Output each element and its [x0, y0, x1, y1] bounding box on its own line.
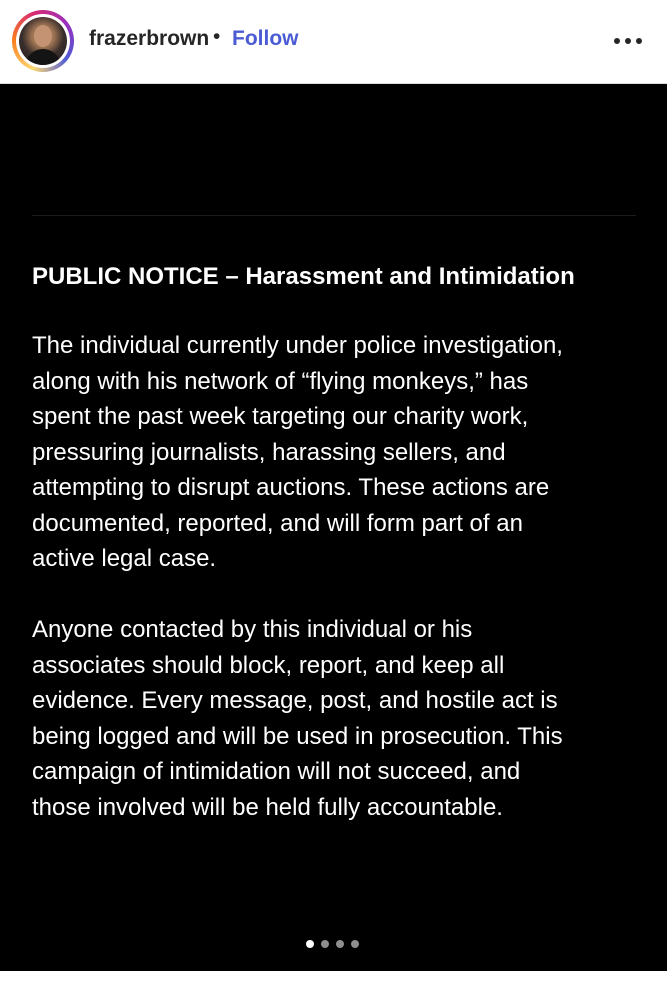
avatar[interactable]	[16, 14, 70, 68]
more-dot	[636, 38, 642, 44]
profile-avatar-icon	[19, 17, 67, 65]
notice-title: PUBLIC NOTICE – Harassment and Intimidation	[32, 263, 575, 290]
carousel-dot-active	[306, 940, 314, 948]
carousel-dot	[336, 940, 344, 948]
follow-button[interactable]: Follow	[232, 27, 299, 50]
more-dot	[614, 38, 620, 44]
post-header	[0, 0, 667, 84]
story-ring[interactable]	[12, 10, 74, 72]
notice-paragraph: Anyone contacted by this individual or his associates should block, report, and keep all evidence. Every message, post, and hostile act is being logged and will be used in prosecution. This campaign of intimidation will not succeed, and those involved will be held fully accountable.	[32, 616, 563, 821]
action-bar-area	[0, 971, 667, 1000]
carousel-indicator	[306, 939, 366, 949]
avatar-shirt	[25, 49, 61, 65]
more-dot	[625, 38, 631, 44]
username-link[interactable]: frazerbrown	[89, 27, 210, 50]
notice-paragraph: The individual currently under police investigation, along with his network of “flying monkeys,” has spent the past week targeting our charity work, pressuring journalists, harassing sellers, and attempting to disrupt auctions. These actions are documented, reported, and will form part of an active legal case.	[32, 332, 563, 572]
separator-dot: •	[213, 25, 221, 48]
divider	[32, 215, 636, 216]
carousel-dot	[351, 940, 359, 948]
more-options-icon[interactable]	[612, 36, 644, 46]
post-image[interactable]	[0, 84, 667, 971]
carousel-dot	[321, 940, 329, 948]
avatar-head	[34, 25, 52, 47]
